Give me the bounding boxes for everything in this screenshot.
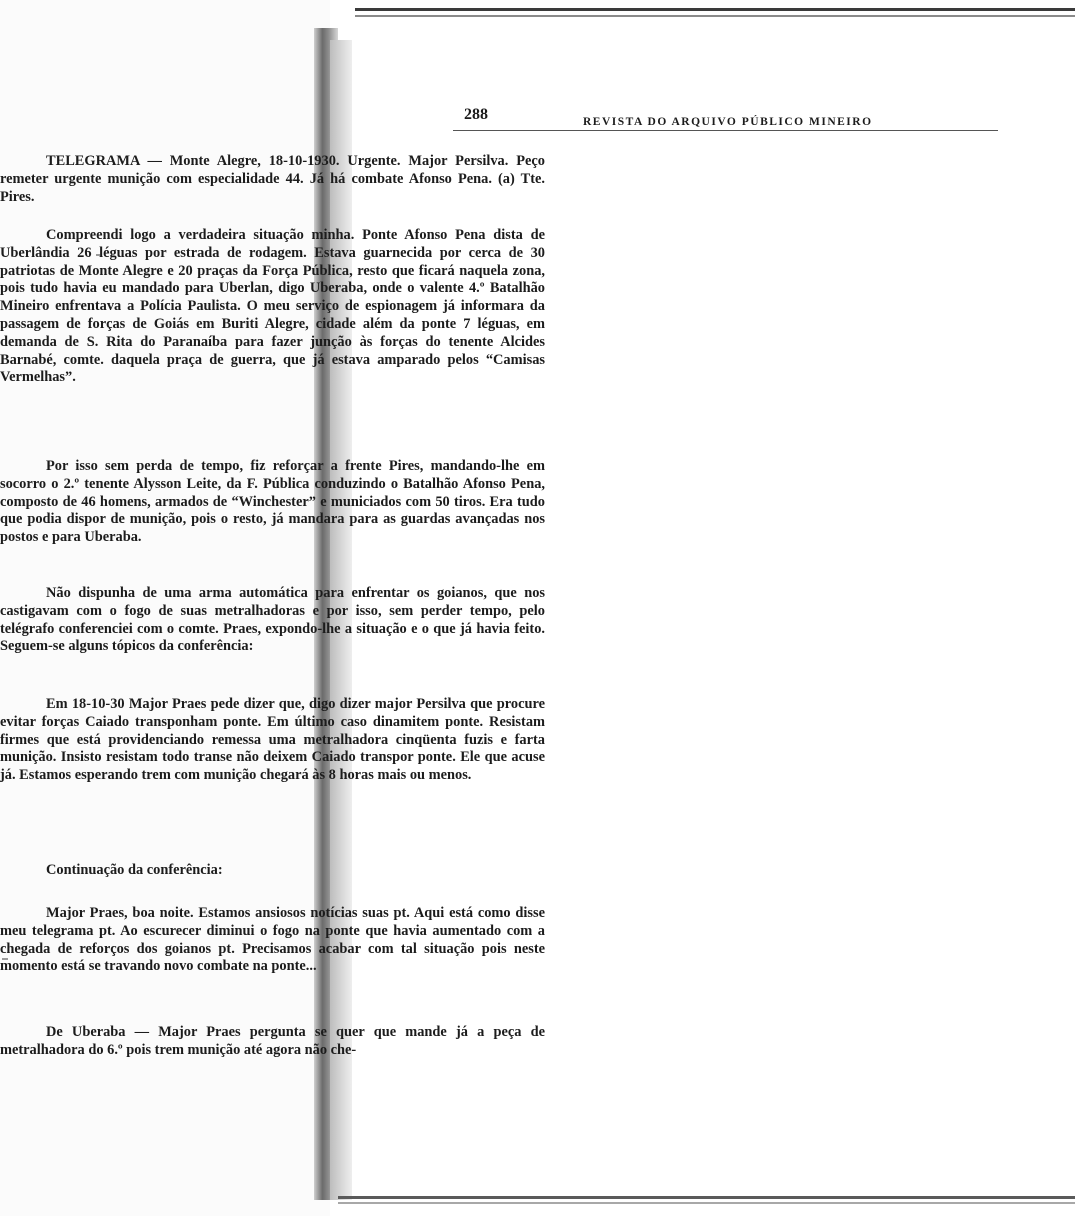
paragraph-text: Não dispunha de uma arma automática para enfrentar os goianos, que nos castigavam com o fogo de suas metralhadoras e por isso, sem perder tempo, pelo telégrafo conferenciei com o comte. Praes, expondo-lhe a situação e o que já havia feito. Seguem-se alguns tópicos da conferência: — [0, 585, 545, 655]
paragraph-text: Major Persilva. Peço remeter urgente munição com especialidade 44. Já há combate Afonso Pena. (a) Tte. Pires. — [0, 153, 545, 205]
paragraph-reinforcement — [0, 458, 545, 547]
paragraph-conference — [0, 585, 545, 656]
page-top-edge — [0, 0, 1075, 22]
paragraph-text: Continuação da conferência: — [46, 862, 223, 878]
journal-title: REVISTA DO ARQUIVO PÚBLICO MINEIRO — [583, 116, 873, 128]
paragraph-good-night — [0, 905, 545, 976]
page-bottom-edge-shadow — [338, 1202, 1075, 1204]
paragraph-text: Em 18-10-30 Major Praes pede dizer que, digo dizer major Persilva que procure evitar forças Caiado transponham ponte. Em último caso dinamitem ponte. Resistam firmes que está providenciando remessa uma metralhadora cinqüenta fuzis e farta munição. Insisto resistam todo transe não deixem Caiado transpor ponte. Ele que acuse já. Estamos esperando trem com munição chegará às 8 horas mais ou menos. — [0, 696, 545, 784]
paragraph-situation — [0, 227, 545, 387]
paragraph-text: De Uberaba — Major Praes pergunta se quer que mande já a peça de metralhadora do 6.º pois trem munição até agora não che- — [0, 1024, 545, 1058]
paragraph-continuation — [0, 862, 545, 880]
paragraph-text: Major Praes, boa noite. Estamos ansiosos notícias suas pt. Aqui está como disse meu telegrama pt. Ao escurecer diminui o fogo na ponte que havia aumentado com a chegada de reforços dos goianos pt. Precisamos acabar com tal situação pois neste momento está se travando novo combate na ponte... — [0, 905, 545, 975]
book-page — [453, 100, 998, 131]
page-bottom-edge — [338, 1196, 1075, 1199]
paragraph-text: Por isso sem perda de tempo, fiz reforçar a frente Pires, mandando-lhe em socorro o 2.º tenente Alysson Leite, da F. Pública conduzindo o Batalhão Afonso Pena, composto de 46 homens, armados de “Winchester” e municiados com 50 tiros. Era tudo que podia dispor de munição, pois o resto, já mandara para as guardas avançadas nos postos e para Uberaba. — [0, 458, 545, 546]
running-header — [453, 100, 998, 131]
paragraph-order — [0, 696, 545, 785]
page-number: 288 — [464, 106, 488, 123]
paragraph-telegram — [0, 153, 545, 206]
telegram-heading: TELEGRAMA — Monte Alegre, 18-10-1930. Urgente. — [46, 153, 401, 169]
paragraph-uberaba — [0, 1024, 545, 1060]
paragraph-text: Compreendi logo a verdadeira situação minha. Ponte Afonso Pena dista de Uberlândia 26 léguas por estrada de rodagem. Estava guarnecida por cerca de 30 patriotas de Monte Alegre e 20 praças da Força Pública, resto que ficará naquela zona, pois tudo havia eu mandado para Uberlan, digo Uberaba, onde o valente 4.º Batalhão Mineiro enfrentava a Polícia Paulista. O meu serviço de espionagem já informara da passagem de forças de Goiás em Buriti Alegre, cidade além da ponte 7 léguas, em demanda de S. Rita do Paranaíba para fazer junção às forças do tenente Alcides Barnabé, comte. daquela praça de guerra, que já estava amparado pelos “Camisas Vermelhas”. — [0, 227, 545, 386]
